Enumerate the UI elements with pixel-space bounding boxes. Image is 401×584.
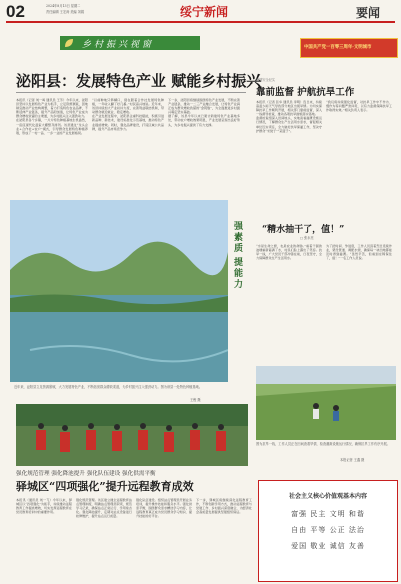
- article-column-2: [92, 98, 164, 198]
- article-paragraph: 强化规范管理。该区建立健全远程教育站点管理制度，明确站点管理员职责，规范学习记录，确保站点正常运行、学用常态化。强化降池提升，定期对站点设备进行检修维护，提升站点运行质量。: [76, 498, 132, 519]
- bottom-column-1: [16, 498, 72, 580]
- article-column-3: [168, 98, 240, 198]
- right-headline: 靠前监督 护航抗旱工作: [256, 87, 355, 98]
- bottom-column-2: [76, 498, 132, 580]
- article-paragraph: 本报讯（记者 张华 通讯员 李明）连日来，持续高温少雨天气导致部分地区出现旱情。为切实保障抗旱工作顺利开展，相关部门靠前监督，深入一线督导检查，推动各项抗旱措施落实落地。: [256, 100, 322, 117]
- article-paragraph: “水是生命之源，也是农业的命脉。”看着干涸的池塘重新蓄满了水，村民们脸上露出了笑容。抗旱一线，广大党员干部冲锋在前，日夜坚守，全力保障群众生产生活用水。: [256, 244, 322, 261]
- headline-rule: [16, 92, 246, 93]
- article-paragraph: 本报讯（记者 刘一鸣 通讯员 王芳）今年以来，泌阳县坚持以发展特色产业为抓手，立足资源禀赋，因地制宜推动产业结构调整，着力打造特色农业品牌，不断延伸产业链条，提升产品附加值，让特色产业成为群众增收致富的主渠道，为乡村振兴注入强劲动力。: [16, 98, 88, 119]
- masthead: [0, 0, 401, 34]
- bottom-column-4: [196, 498, 252, 580]
- bottom-headline: 驿城区“四项强化”提升远程教育成效: [16, 480, 194, 493]
- right-photo-credit: 本报记者 王鑫 摄: [340, 458, 365, 462]
- article-paragraph: “我们将持续强化监督，对抗旱工作中不作为、慢作为等问题严肃问责，以有力监督保障抗旱工作取得实效。”相关负责人表示。: [326, 100, 392, 113]
- masthead-rule: [6, 21, 395, 23]
- right-kicker: 暑期安全纪实: [256, 78, 276, 82]
- article-paragraph: 下一步，泌阳县将继续围绕特色产业发展，不断完善产业链条，推动一二三产业融合发展，让特色产业真正成为群众增收致富的“金钥匙”，为全面推进乡村振兴奠定坚实基础。: [168, 98, 240, 115]
- page-number: 02: [6, 2, 25, 21]
- ad-badge-text: 中国共产党一百零三周年·文明城市: [304, 45, 372, 50]
- quote-title: “精水抽干了，值！”: [262, 225, 345, 235]
- vertical-slogan-a: 强素质: [234, 222, 244, 254]
- photo-caption: 近年来，泌阳县立足资源禀赋，大力发展特色产业，不断拓宽群众增收渠道，为乡村振兴注入强劲动力。图为该县一处特色种植基地。: [14, 385, 203, 389]
- ad-badge: [300, 38, 398, 58]
- feature-banner: [60, 36, 200, 50]
- quote-byline: □ 张永亮: [300, 236, 314, 240]
- paper-name: 绥宁新闻: [180, 5, 229, 19]
- landscape-photo: [10, 200, 228, 382]
- editor-line: 责任编辑 王宏涛 美编 刘娟: [46, 10, 85, 14]
- banner-text: 乡村振兴视窗: [82, 40, 155, 50]
- article-paragraph: 强化队伍建设。组织站点管理员开展业务培训，提升操作技能和服务水平。强化供需平衡，围绕群众需求精选学习内容，让远程教育真正成为党员群众学习知识、提升技能的好平台。: [136, 498, 192, 519]
- quote-body-1: [256, 244, 322, 362]
- article-paragraph: 在产业发展过程中，泌阳县注重科技赋能，积极引进新品种、新技术，建设标准化示范基地，推动特色产业提质增效。同时，强化品牌建设，打造区域公共品牌，提升产品市场竞争力。: [92, 114, 164, 131]
- article-paragraph: 为了抢时间、争进度，工作人员顶着烈日连续作业，架设管道、调配水源，确保每一块田地都能及时得到灌溉。“虽然辛苦，但看到庄稼保住了，值！”一名工作人员说。: [326, 244, 392, 261]
- group-photo: [16, 404, 248, 466]
- values-title: 社会主义核心价值观基本内容: [288, 493, 367, 500]
- right-column-body-2: [326, 100, 392, 210]
- article-paragraph: 本报讯（通讯员 刘一飞）今年以来，驿城区以“四项强化”为抓手，持续推动远程教育工作提质增效，切实发挥远程教育在党员教育培训中的重要作用。: [16, 498, 72, 515]
- bottom-column-3: [136, 498, 192, 580]
- group-image: [16, 404, 248, 466]
- values-line-2: 自由 平等 公正 法治: [291, 526, 365, 534]
- article-paragraph: 下一步，驿城区将继续深化远程教育工作，不断创新学用方式，推动远程教育与党建工作、乡村振兴深度融合，为经济社会高质量发展提供坚强组织保证。: [196, 498, 252, 515]
- quote-body-2: [326, 244, 392, 362]
- bottom-subtitle: 强化规范管理 强化降池提升 强化队伍建设 强化供需平衡: [16, 471, 156, 477]
- landscape-image: [10, 200, 228, 382]
- values-box: [258, 480, 398, 582]
- article-paragraph: 监督检查组深入田间地头，实地查看灌溉设施运行情况，了解群众生产生活用水需求，督促相关单位压实责任，全力做好抗旱保灌工作，坚决守护群众“米袋子”“菜篮子”。: [256, 116, 322, 133]
- right-column-body-1: [256, 100, 322, 210]
- section-title: 要闻: [356, 6, 381, 20]
- article-column-1: [16, 98, 88, 198]
- drought-image: [256, 366, 396, 440]
- photo-credit: 王俊 摄: [190, 398, 201, 402]
- leaf-icon: [62, 36, 76, 50]
- values-line-1: 富强 民主 文明 和谐: [291, 510, 365, 518]
- article-paragraph: “以前种地只够糊口，现在跟着合作社发展特色种植，一年收入翻了好几番。”村民高兴地说。近年来，该县持续加大产业扶持力度，完善利益联结机制，带动群众就近就业、稳定增收。: [92, 98, 164, 115]
- right-photo-caption: 图为抗旱一线，工作人员正在田间查看旱情，检查灌溉设施运行情况，确保抗旱工作有序开展。: [256, 442, 390, 446]
- date-line: 2024年8月13日 星期二: [46, 4, 81, 8]
- drought-photo: [256, 366, 396, 440]
- article-paragraph: 在泌阳县各个乡镇，一片片特色种植基地生机盎然，一座座现代化温室大棚整齐排列。该县通过“龙头企业+合作社+农户”模式，引导群众发展特色种植养殖，形成了一村一品、一乡一业的产业发展格局。: [16, 118, 88, 135]
- top-headline: 泌阳县：发展特色产业 赋能乡村振兴: [16, 72, 262, 90]
- values-line-3: 爱国 敬业 诚信 友善: [291, 542, 365, 550]
- vertical-slogan-b: 提能力: [234, 258, 244, 290]
- article-paragraph: 据了解，该县今年以来已累计新建特色产业基地多处，带动农户增收效果明显，产业发展呈现出良好势头，为乡村振兴提供了有力支撑。: [168, 114, 240, 127]
